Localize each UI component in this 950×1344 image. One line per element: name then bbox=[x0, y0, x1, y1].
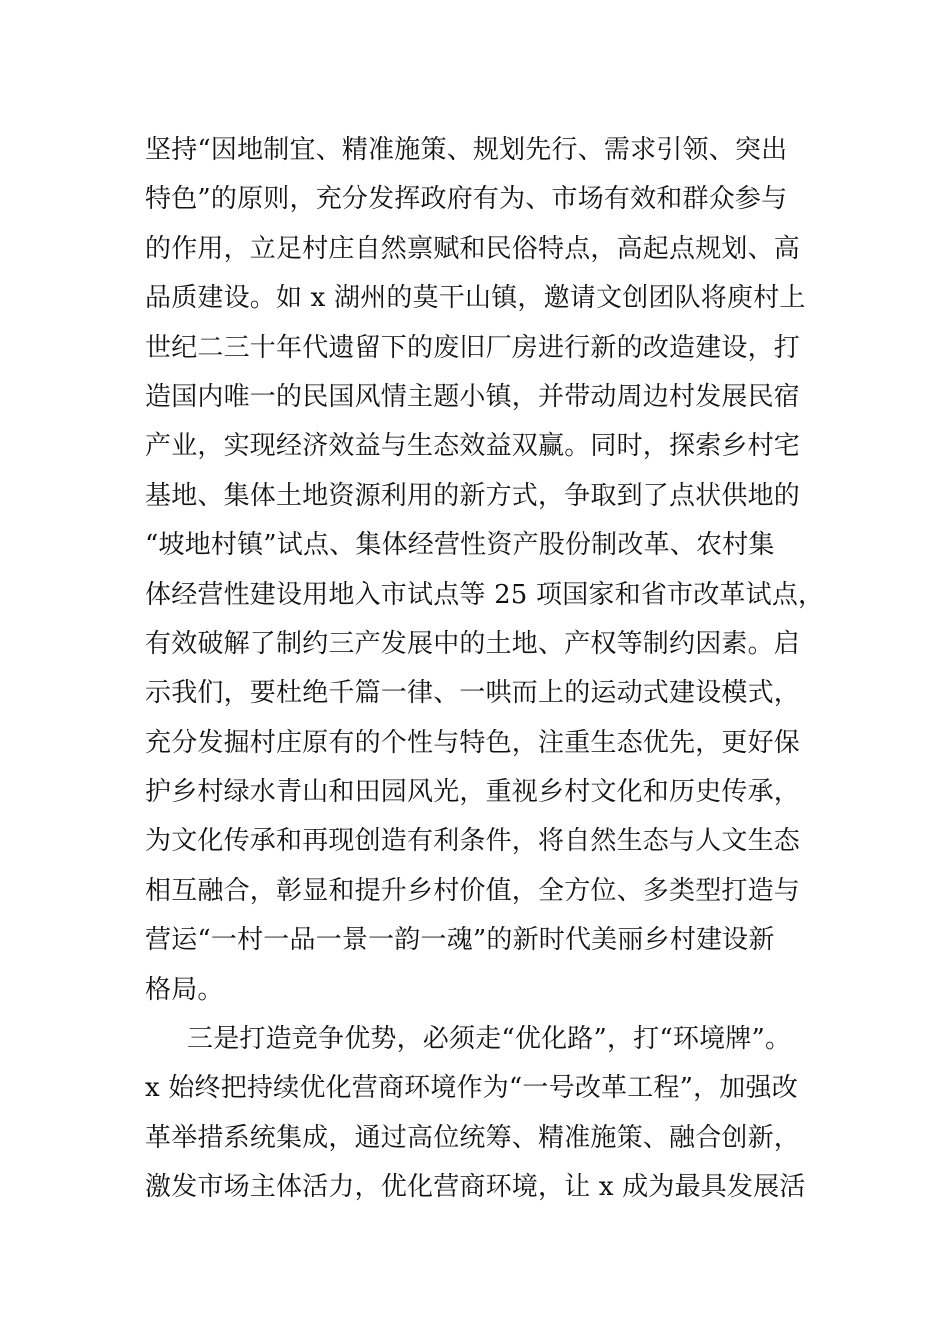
text-line: 示我们，要杜绝千篇一律、一哄而上的运动式建设模式， bbox=[145, 678, 801, 709]
text-line: 世纪二三十年代遗留下的废旧厂房进行新的改造建设，打 bbox=[145, 332, 801, 363]
text-line: 产业，实现经济效益与生态效益双赢。同时，探索乡村宅 bbox=[145, 431, 801, 462]
text-line: x 始终把持续优化营商环境作为“一号改革工程”，加强改 bbox=[145, 1073, 798, 1104]
text-line: 激发市场主体活力，优化营商环境，让 x 成为最具发展活 bbox=[145, 1172, 806, 1203]
text-line: 的作用，立足村庄自然禀赋和民俗特点，高起点规划、高 bbox=[145, 233, 801, 264]
text-line: 格局。 bbox=[145, 974, 224, 1005]
text-line: 坚持“因地制宜、精准施策、规划先行、需求引领、突出 bbox=[145, 135, 788, 165]
body-text bbox=[145, 126, 825, 1213]
text-line: 革举措系统集成，通过高位统筹、精准施策、融合创新， bbox=[145, 1122, 801, 1153]
text-line: 充分发掘村庄原有的个性与特色，注重生态优先，更好保 bbox=[145, 727, 801, 758]
paragraph-first-line: 三是打造竞争优势，必须走“优化路”，打“环境牌”。 bbox=[187, 1024, 792, 1055]
text-line: 护乡村绿水青山和田园风光，重视乡村文化和历史传承， bbox=[145, 777, 801, 808]
text-line: 造国内唯一的民国风情主题小镇，并带动周边村发展民宿 bbox=[145, 381, 801, 412]
text-line: 营运“一村一品一景一韵一魂”的新时代美丽乡村建设新 bbox=[145, 925, 775, 956]
text-line: 有效破解了制约三产发展中的土地、产权等制约因素。启 bbox=[145, 628, 801, 659]
text-line: “坡地村镇”试点、集体经营性资产股份制改革、农村集 bbox=[145, 530, 775, 561]
text-line: 基地、集体土地资源利用的新方式，争取到了点状供地的 bbox=[145, 480, 801, 511]
text-line: 特色”的原则，充分发挥政府有为、市场有效和群众参与 bbox=[145, 184, 788, 215]
text-line: 体经营性建设用地入市试点等 25 项国家和省市改革试点， bbox=[145, 579, 825, 610]
text-line: 为文化传承和再现创造有利条件，将自然生态与人文生态 bbox=[145, 826, 801, 857]
text-line: 相互融合，彰显和提升乡村价值，全方位、多类型打造与 bbox=[145, 875, 801, 906]
text-line: 品质建设。如 x 湖州的莫干山镇，邀请文创团队将庾村上 bbox=[145, 283, 806, 314]
